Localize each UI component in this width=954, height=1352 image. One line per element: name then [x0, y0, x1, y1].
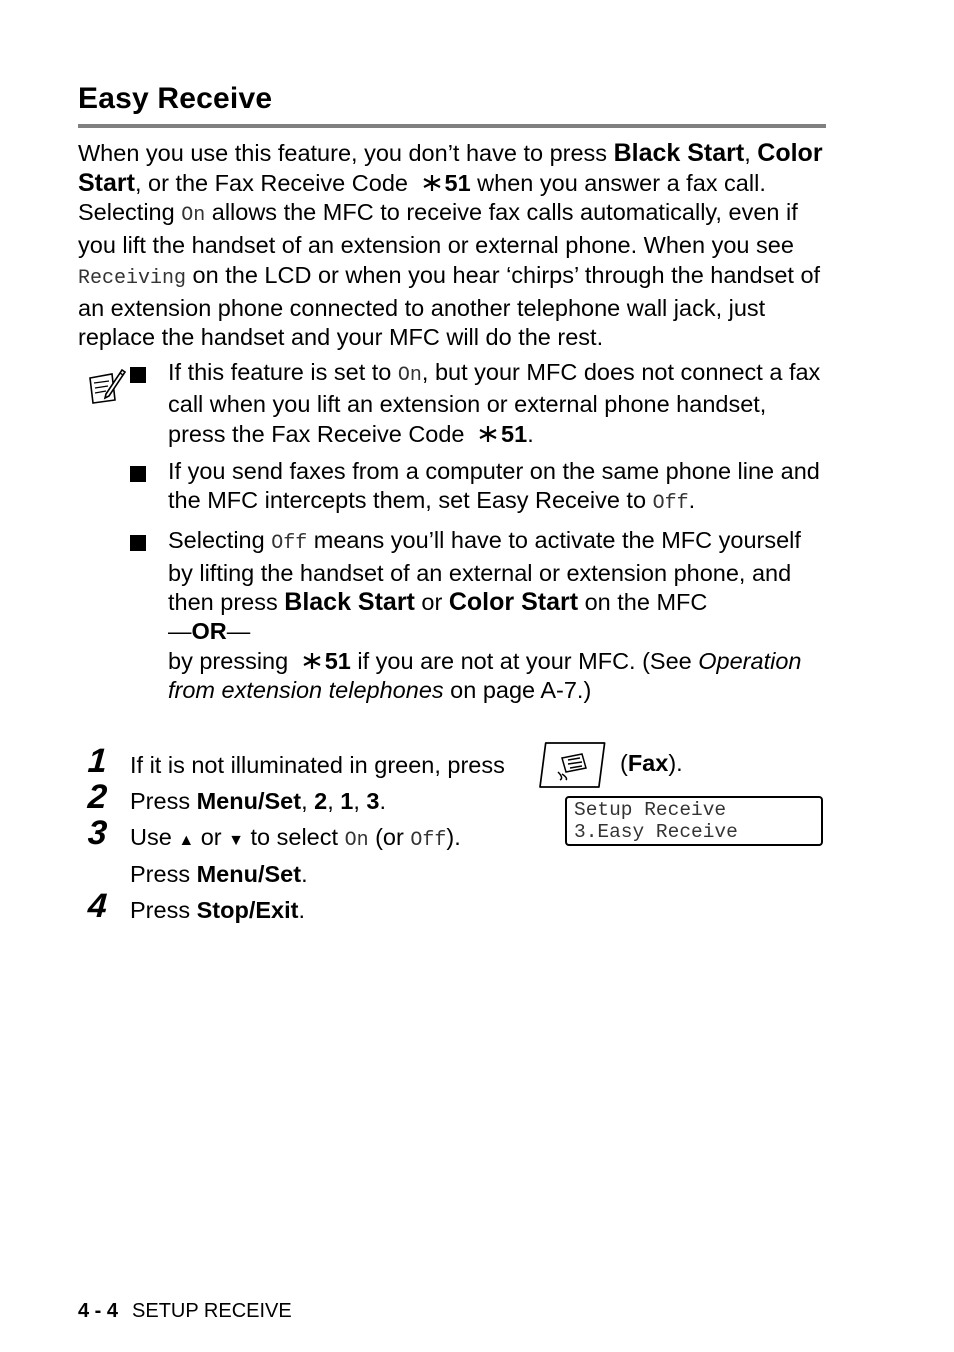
page-footer [78, 1300, 292, 1323]
bullet-square-icon [130, 535, 146, 551]
color-start-key: Color Start [78, 139, 823, 197]
page-number: 4 - 4 [78, 1300, 119, 1322]
lcd-display [565, 796, 823, 846]
title-underline [78, 124, 826, 128]
star-key-icon [421, 173, 443, 193]
black-start-key: Black Start [613, 139, 745, 167]
bullet-square-icon [130, 466, 146, 482]
up-arrow-icon: ▲ [178, 832, 195, 849]
note-pencil-icon [84, 364, 126, 406]
note-item: If this feature is set to On, but your MFC does not connect a fax call when you lift an extension or external phone handset, press the Fax Receive Code 51. [130, 358, 830, 449]
step-text: Press Stop/Exit. [130, 897, 305, 923]
fax-key-label: (Fax). [620, 750, 683, 776]
notes-list [130, 358, 830, 713]
step-text: Press Menu/Set, 2, 1, 3. [130, 788, 387, 814]
note-item: If you send faxes from a computer on the same phone line and the MFC intercepts them, set Easy Receive to Off. [130, 457, 830, 519]
step-number: 1 [86, 742, 109, 780]
step-text: Press Menu/Set. [130, 861, 308, 887]
lcd-line-1: Setup Receive [574, 799, 727, 821]
down-arrow-icon: ▼ [228, 832, 244, 849]
step-number: 3 [86, 814, 109, 852]
star-key-icon [477, 424, 499, 444]
section-title: Easy Receive [78, 82, 273, 115]
section-name: SETUP RECEIVE [132, 1300, 292, 1322]
note-item: Selecting Off means you’ll have to activate the MFC yourself by lifting the handset of an external or extension phone, and then press Black Start or Color Start on the MFC —OR— by pressing 51 if you are not at your MFC. (See Operation from extension telephones on page A-7.) [130, 526, 830, 705]
intro-paragraph: When you use this feature, you don’t have to press Black Start, Color Start, or the Fax Receive Code 51 when you answer a fax call. Selecting On allows the MFC to receive fax calls automatically, even if you lift the handset of an extension or external phone. When you see Receiving on the LCD or when you hear ‘chirps’ through the handset of an extension phone connected to another telephone wall jack, just replace the handset and your MFC will do the rest. [78, 139, 823, 351]
step-text: If it is not illuminated in green, press [130, 752, 505, 778]
step-text: Use ▲ or ▼ to select On (or Off). [130, 824, 461, 852]
step-number: 4 [86, 887, 109, 925]
step-number: 2 [86, 778, 109, 816]
star-key-icon [301, 651, 323, 671]
fax-button-icon [538, 740, 608, 790]
bullet-square-icon [130, 367, 146, 383]
lcd-line-2: 3.Easy Receive [574, 821, 738, 843]
